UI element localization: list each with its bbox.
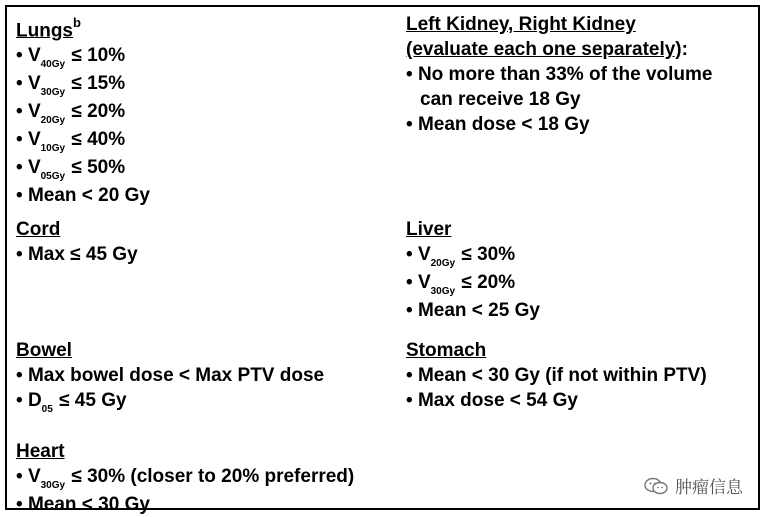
bowel-item: • Max bowel dose < Max PTV dose bbox=[16, 365, 325, 386]
liver-item: • $V_{30Gy} \le 20\%$ bbox=[406, 272, 516, 297]
heart-title: Heart bbox=[16, 441, 65, 462]
lungs-footnote-marker: b bbox=[73, 15, 81, 30]
bowel-section bbox=[16, 338, 324, 416]
kidney-section bbox=[406, 12, 712, 137]
stomach-section bbox=[406, 338, 707, 413]
liver-title: Liver bbox=[406, 219, 452, 240]
watermark bbox=[643, 473, 743, 498]
kidney-subtitle: (evaluate each one separately): bbox=[406, 39, 688, 60]
heart-item: • Mean < 30 Gy bbox=[16, 494, 150, 515]
watermark-text: 肿瘤信息 bbox=[675, 478, 743, 498]
liver-mean: • Mean < 25 Gy bbox=[406, 300, 540, 321]
lungs-item: • $V_{20Gy} \le 20\%$ bbox=[16, 101, 126, 127]
liver-section bbox=[406, 217, 540, 323]
lungs-item: • $V_{40Gy} \le 10\%$ bbox=[16, 45, 126, 71]
heart-section bbox=[16, 439, 354, 517]
heart-item: • $V_{30Gy} \le 30\%$ (closer to 20% preferred) bbox=[16, 466, 355, 491]
stomach-item: • Mean < 30 Gy (if not within PTV) bbox=[406, 365, 707, 386]
kidney-title: Left Kidney, Right Kidney bbox=[406, 14, 636, 35]
kidney-item-continued: can receive 18 Gy bbox=[420, 89, 581, 110]
liver-item: • $V_{20Gy} \le 30\%$ bbox=[406, 244, 516, 269]
kidney-item: • Mean dose < 18 Gy bbox=[406, 114, 590, 135]
lungs-item: • $V_{05Gy} \le 50\%$ bbox=[16, 157, 126, 183]
bowel-title: Bowel bbox=[16, 340, 72, 361]
lungs-item: • $V_{30Gy} \le 15\%$ bbox=[16, 73, 126, 99]
bowel-item: • $D_{05} \le 45$ Gy bbox=[16, 390, 127, 415]
cord-title: Cord bbox=[16, 219, 61, 240]
cord-section bbox=[16, 217, 138, 267]
stomach-item: • Max dose < 54 Gy bbox=[406, 390, 578, 411]
wechat-icon bbox=[643, 477, 669, 495]
lungs-title: Lungs bbox=[16, 20, 73, 42]
stomach-title: Stomach bbox=[406, 340, 487, 361]
lungs-heading bbox=[16, 12, 150, 43]
cord-item: • Max ≤ 45 Gy bbox=[16, 244, 138, 265]
lungs-item: • $V_{10Gy} \le 40\%$ bbox=[16, 129, 126, 155]
lungs-mean: • Mean < 20 Gy bbox=[16, 185, 150, 207]
kidney-item: • No more than 33% of the volume bbox=[406, 64, 713, 85]
lungs-section bbox=[16, 12, 150, 208]
